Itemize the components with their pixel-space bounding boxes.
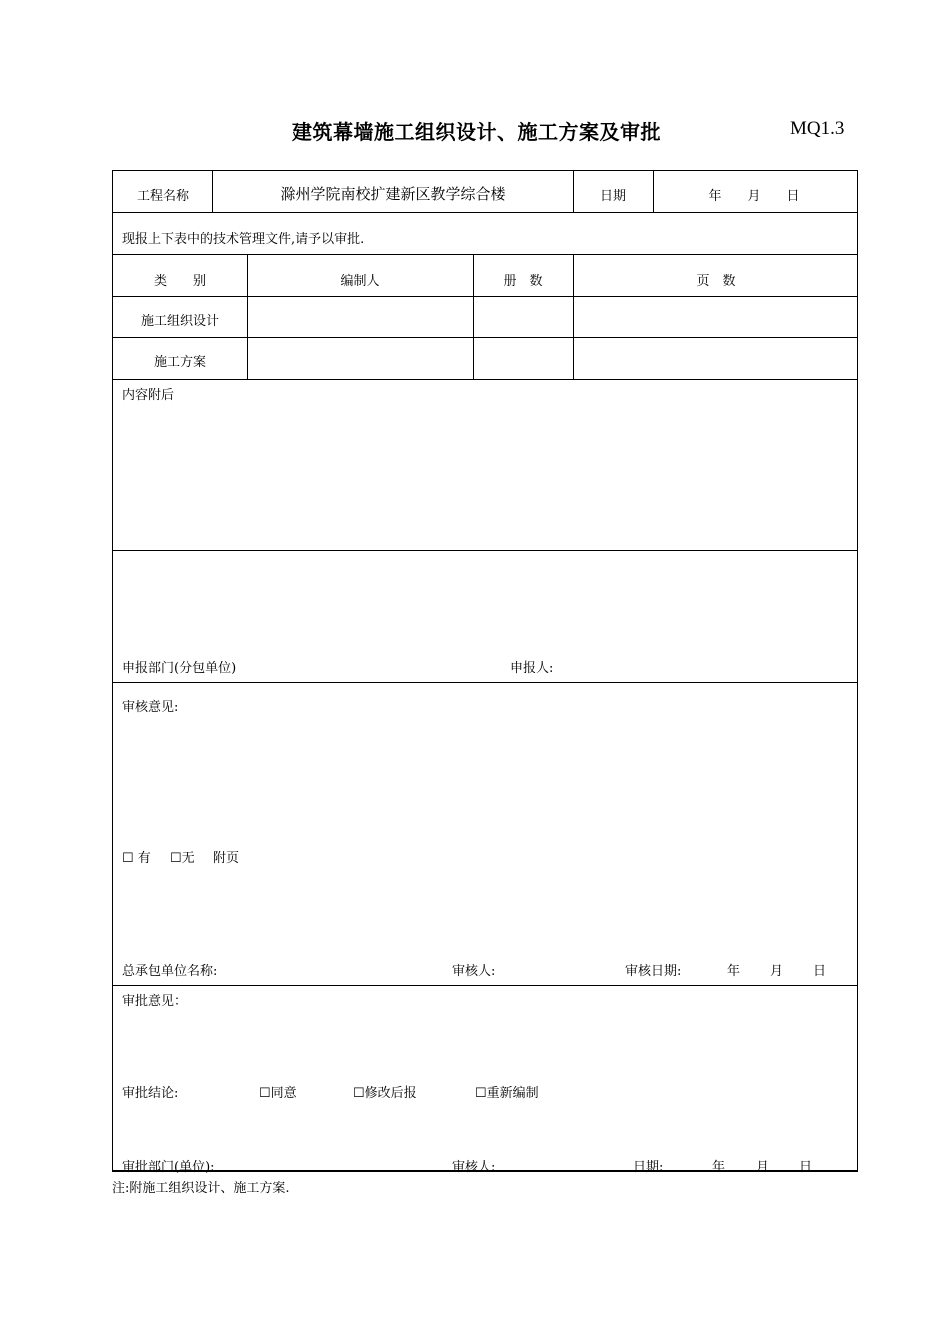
project-name-label: 工程名称: [136, 189, 190, 204]
attach-no-label: 无: [181, 851, 195, 866]
col-divider: [573, 254, 574, 379]
approve-reviewer-label: 审核人:: [452, 1160, 496, 1175]
reviewer-label: 审核人:: [452, 964, 496, 979]
review-month: 月: [770, 964, 784, 979]
approve-dept-label: 审批部门(单位):: [122, 1160, 215, 1175]
agree-option[interactable]: ☐同意: [259, 1086, 297, 1101]
row-construction-plan: 施工方案: [153, 355, 207, 370]
attach-page-label: 附页: [213, 851, 240, 866]
row-divider: [112, 337, 858, 338]
review-opinion-label: 审核意见:: [122, 700, 179, 715]
agree-label: 同意: [270, 1086, 297, 1101]
header-category: 类 别: [153, 274, 207, 289]
row-divider: [112, 212, 858, 213]
row-divider: [112, 379, 858, 380]
submit-dept-label: 申报部门(分包单位): [122, 661, 237, 676]
row-divider: [112, 985, 858, 986]
attach-yes-option[interactable]: ☐ 有: [122, 851, 151, 866]
approve-day: 日: [799, 1160, 813, 1175]
form-code: MQ1.3: [790, 118, 845, 139]
page-title: 建筑幕墙施工组织设计、施工方案及审批: [292, 120, 661, 144]
header-pages: 页 数: [696, 274, 736, 289]
date-label: 日期: [599, 189, 627, 204]
row-divider: [112, 550, 858, 551]
footnote: 注:附施工组织设计、施工方案.: [112, 1181, 290, 1196]
approve-month: 月: [756, 1160, 770, 1175]
header-volumes: 册 数: [503, 274, 543, 289]
contractor-unit-label: 总承包单位名称:: [122, 964, 218, 979]
recompile-option[interactable]: ☐重新编制: [475, 1086, 539, 1101]
project-name-value[interactable]: 滁州学院南校扩建新区教学综合楼: [280, 185, 506, 203]
col-divider: [473, 254, 474, 379]
attach-no-option[interactable]: ☐无: [170, 851, 195, 866]
col-divider: [573, 170, 574, 212]
intro-text: 现报上下表中的技术管理文件,请予以审批.: [122, 232, 365, 247]
row-divider: [112, 296, 858, 297]
review-date-label: 审核日期:: [625, 964, 682, 979]
row-construction-design: 施工组织设计: [140, 314, 220, 329]
modify-label: 修改后报: [364, 1086, 417, 1101]
approve-conclusion-label: 审批结论:: [122, 1086, 179, 1101]
attach-yes-label: 有: [137, 851, 151, 866]
modify-option[interactable]: ☐修改后报: [353, 1086, 417, 1101]
content-note: 内容附后: [122, 388, 175, 403]
approve-opinion-label: 审批意见：: [122, 994, 188, 1009]
col-divider: [212, 170, 213, 212]
approve-year: 年: [712, 1160, 726, 1175]
review-year: 年: [727, 964, 741, 979]
submitter-label: 申报人:: [510, 661, 554, 676]
col-divider: [247, 254, 248, 379]
recompile-label: 重新编制: [486, 1086, 539, 1101]
approve-date-label: 日期:: [633, 1160, 664, 1175]
col-divider: [653, 170, 654, 212]
row-divider: [112, 254, 858, 255]
row-divider: [112, 682, 858, 683]
header-author: 编制人: [340, 274, 380, 289]
review-day: 日: [813, 964, 827, 979]
date-value[interactable]: 年 月 日: [708, 189, 800, 204]
